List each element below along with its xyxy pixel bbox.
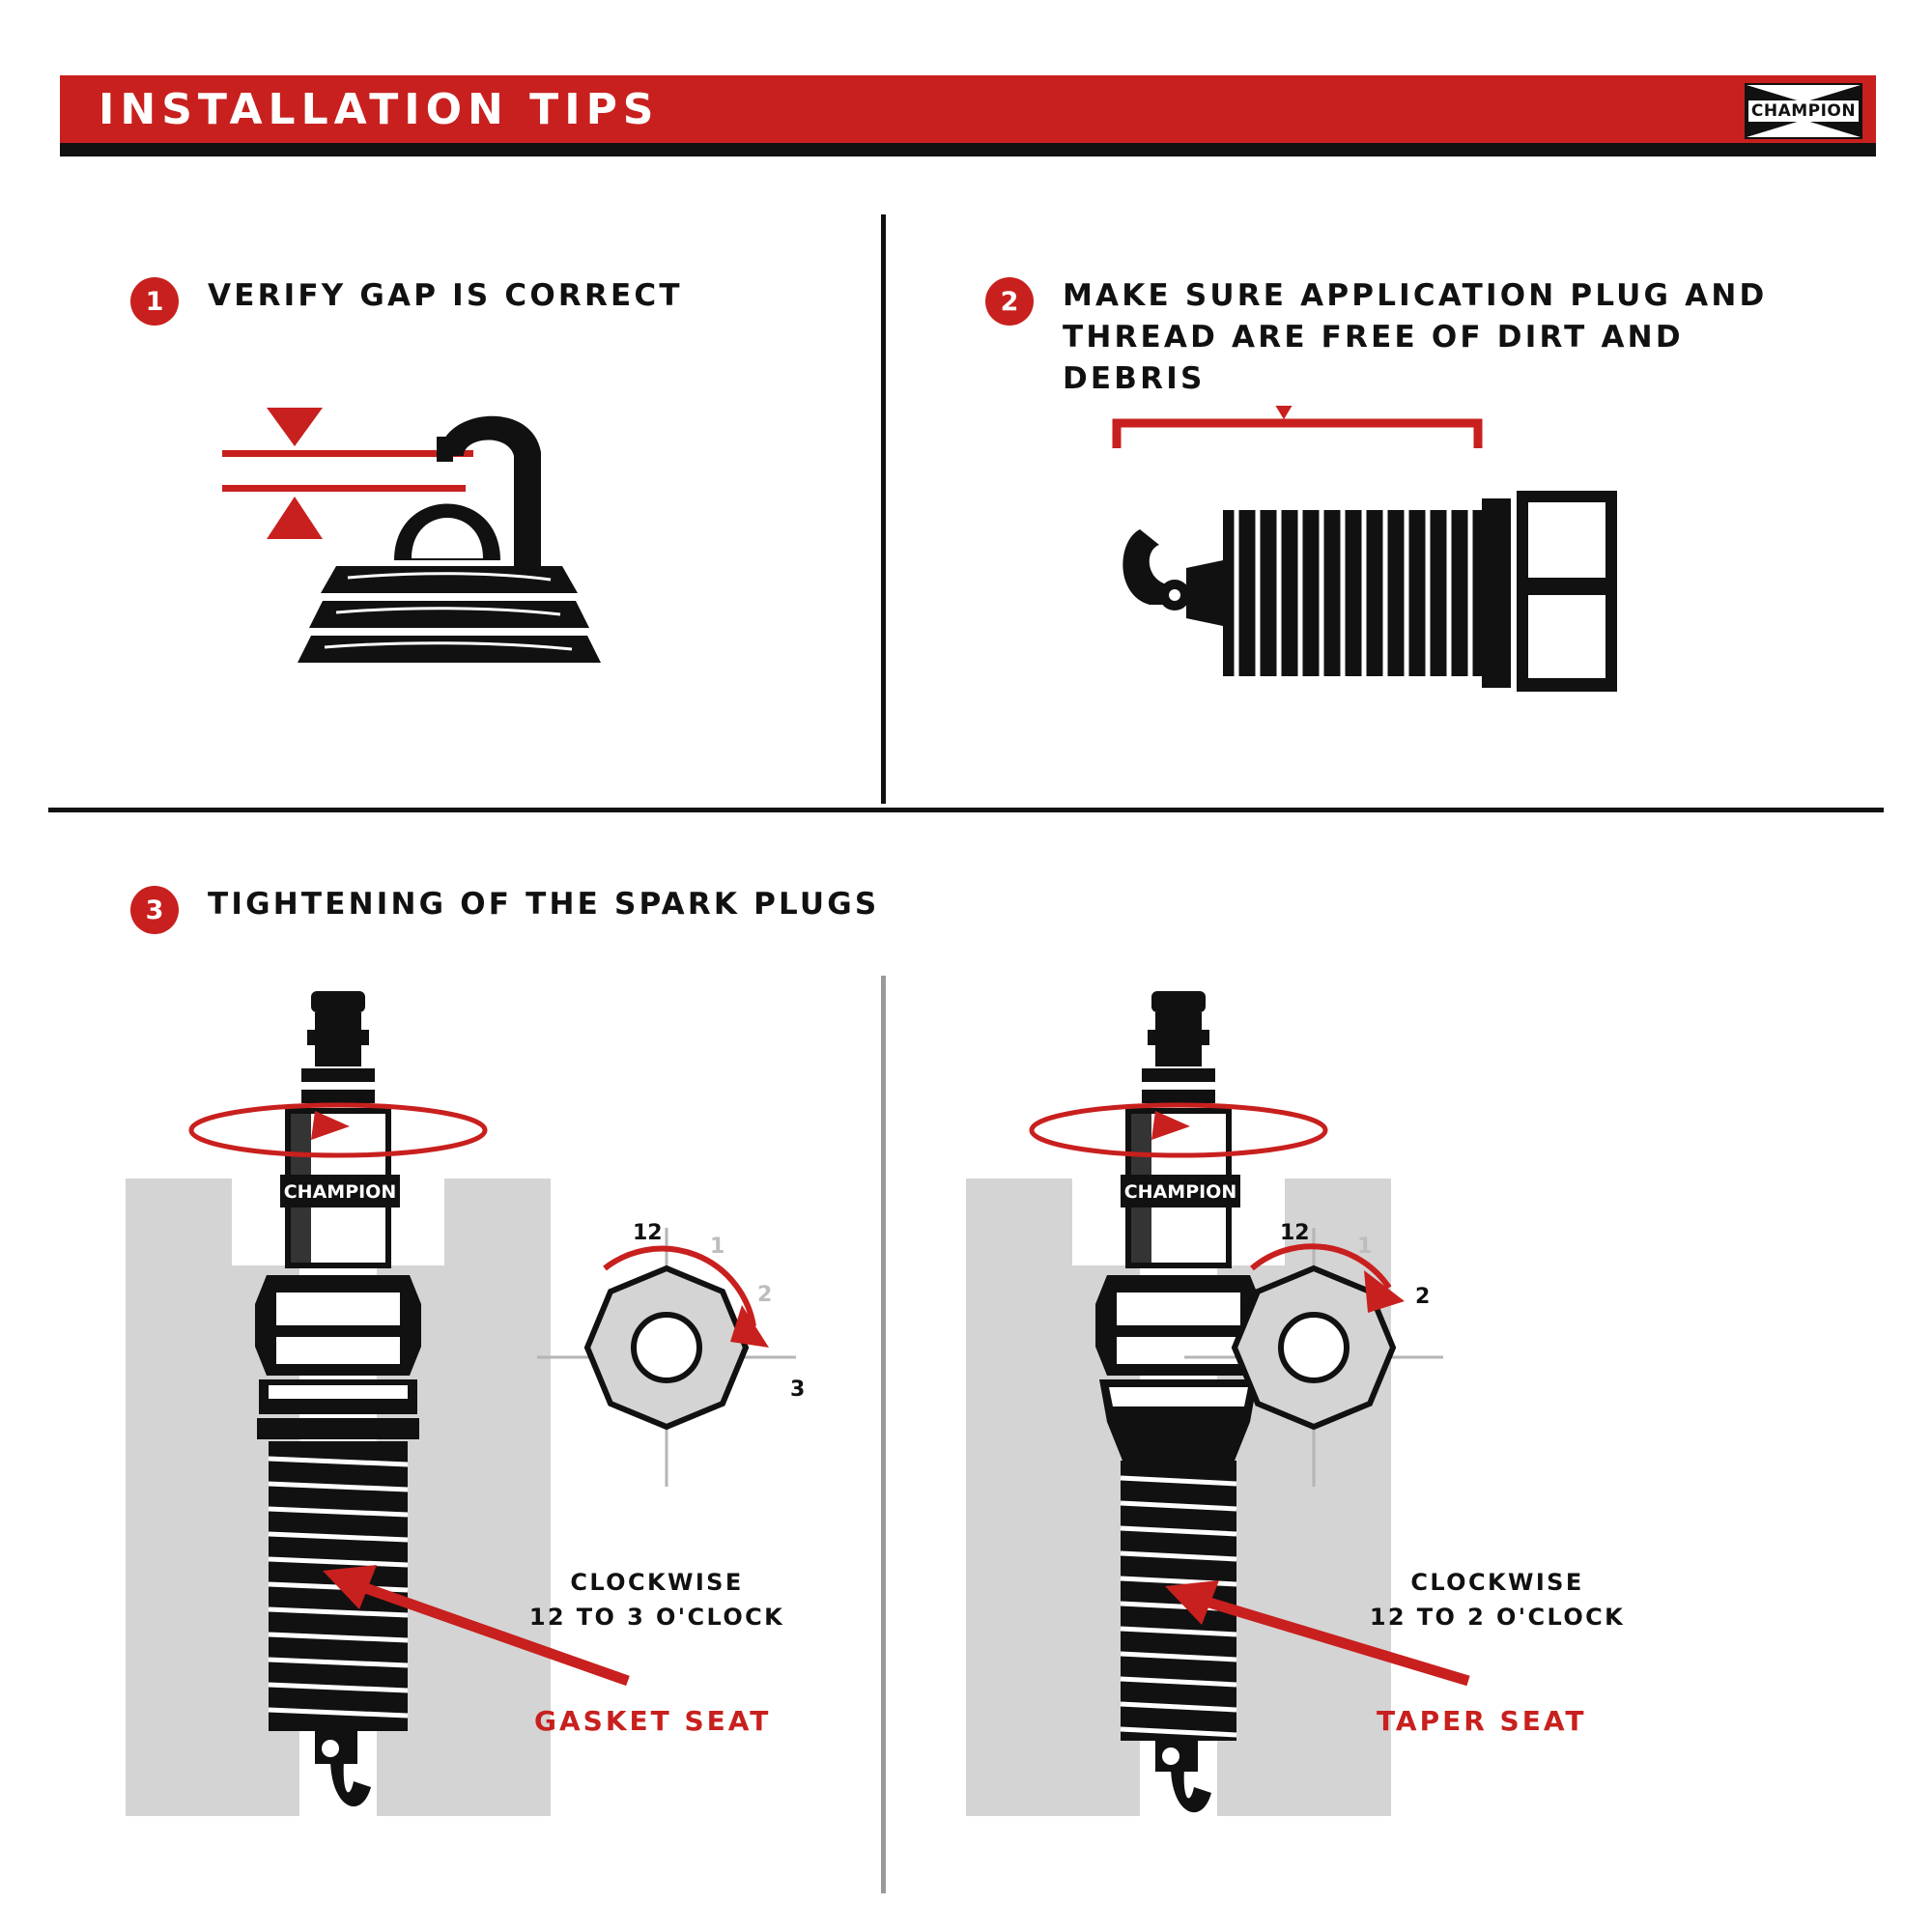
clock-label-2-left: 2	[757, 1283, 773, 1307]
header-underline	[60, 143, 1876, 156]
step-3-heading	[130, 884, 879, 934]
clock-label-2-right: 2	[1415, 1285, 1431, 1309]
caption-right	[1367, 1565, 1628, 1634]
step-1-number: 1	[130, 277, 179, 326]
step-1-heading	[130, 275, 683, 326]
caption-left	[526, 1565, 787, 1634]
taper-seat-label: TAPER SEAT	[1377, 1705, 1587, 1737]
step-2-number: 2	[985, 277, 1034, 326]
clock-rotation-diagram-right	[1159, 1212, 1468, 1502]
plug-brand-left: CHAMPION	[283, 1181, 397, 1203]
clock-label-12-right: 12	[1280, 1221, 1310, 1245]
step-2-heading	[985, 275, 1826, 399]
header-bar	[60, 75, 1876, 143]
clock-label-3-left: 3	[790, 1378, 806, 1402]
champion-logo	[1745, 83, 1862, 139]
champion-logo-text: CHAMPION	[1748, 100, 1859, 122]
caption-left-line2: 12 TO 3 O'CLOCK	[528, 1604, 785, 1631]
divider-vertical-top	[881, 214, 886, 804]
caption-right-line2: 12 TO 2 O'CLOCK	[1369, 1604, 1626, 1631]
divider-horizontal-middle	[48, 808, 1884, 812]
clock-label-12-left: 12	[633, 1221, 663, 1245]
step-3-label: TIGHTENING OF THE SPARK PLUGS	[208, 887, 880, 922]
divider-vertical-bottom	[881, 976, 886, 1893]
step-1-label: VERIFY GAP IS CORRECT	[208, 278, 683, 313]
clock-label-1-left: 1	[710, 1235, 725, 1259]
caption-left-line1: CLOCKWISE	[570, 1569, 744, 1596]
clock-rotation-diagram-left	[512, 1212, 821, 1502]
caption-right-line1: CLOCKWISE	[1410, 1569, 1584, 1596]
plug-brand-right: CHAMPION	[1123, 1181, 1237, 1203]
spark-plug-gap-illustration	[222, 396, 724, 744]
clock-label-1-right: 1	[1357, 1235, 1373, 1259]
step-2-label: MAKE SURE APPLICATION PLUG AND THREAD ARE FREE OF DIRT AND DEBRIS	[1063, 278, 1768, 396]
gasket-seat-label: GASKET SEAT	[534, 1705, 772, 1737]
thread-cleanliness-illustration	[1111, 406, 1652, 734]
page-title: INSTALLATION TIPS	[99, 84, 660, 134]
step-3-number: 3	[130, 886, 179, 934]
